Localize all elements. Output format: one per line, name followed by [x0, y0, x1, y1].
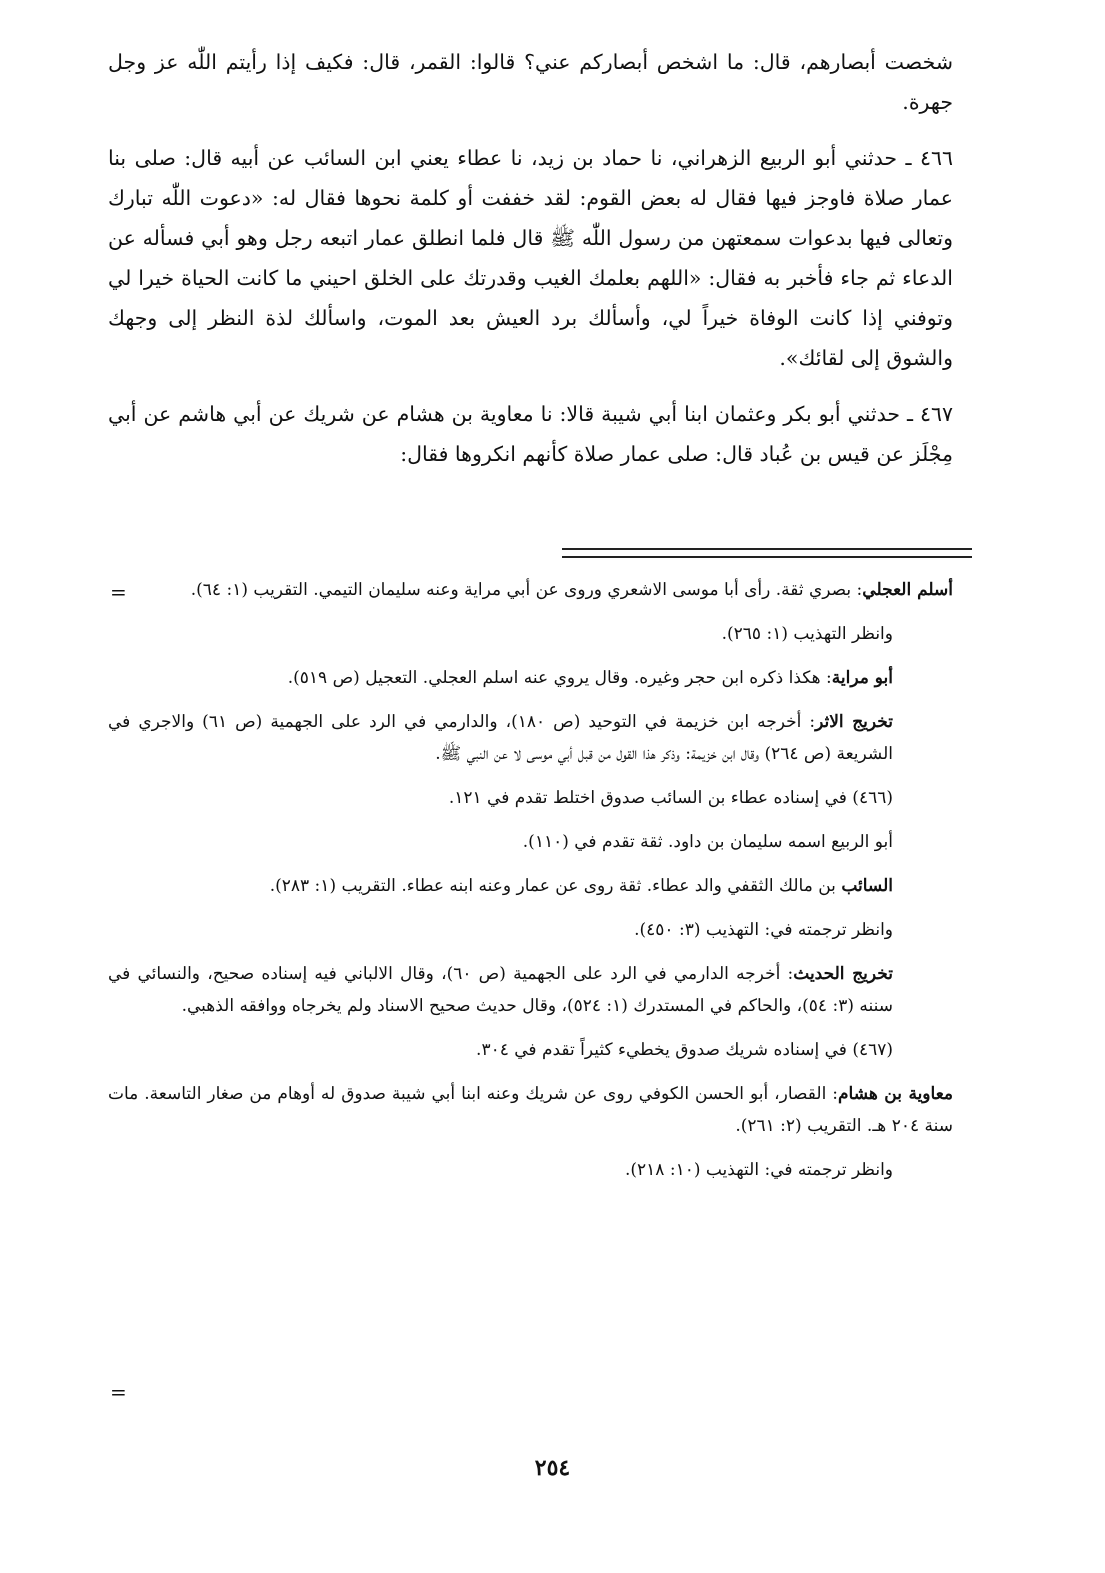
continuation-mark-top: = [110, 580, 127, 604]
footnote [108, 958, 953, 1022]
footnote [108, 662, 953, 694]
footnote [108, 574, 953, 606]
footnote-heading: تخريج الاثر [815, 712, 893, 732]
footnote-heading: تخريج الحديث [793, 964, 893, 984]
footnote [108, 1078, 953, 1142]
footnote [108, 706, 953, 770]
footnote-text: (٤٦٧) في إسناده شريك صدوق يخطيء كثيراً تقدم في ٣٠٤. [476, 1040, 893, 1060]
footnote [108, 1154, 953, 1186]
footnote-heading: معاوية بن هشام [838, 1084, 953, 1104]
footnote-text: : أخرجه ابن خزيمة في التوحيد (ص ١٨٠)، والدارمي في الرد على الجهمية (ص ٦١) والاجري في الشريعة (ص ٢٦٤) وقال ابن خزيمة: وذكر هذا القول من قبل أبي موسى لا عن النبي ﷺ. [108, 712, 893, 764]
footnote-text: أبو الربيع اسمه سليمان بن داود. ثقة تقدم في (١١٠). [522, 832, 893, 852]
footnote-heading: السائب [841, 876, 893, 896]
footnote-text: وانظر التهذيب (١: ٢٦٥). [721, 624, 893, 644]
footnotes [108, 574, 953, 1198]
footnote-text: : هكذا ذكره ابن حجر وغيره. وقال يروي عنه اسلم العجلي. التعجيل (ص ٥١٩). [287, 668, 832, 688]
footnote-text: : أخرجه الدارمي في الرد على الجهمية (ص ٦٠)، وقال الالباني فيه إسناده صحيح، والنسائي في سننه (٣: ٥٤)، والحاكم في المستدرك (١: ٥٢٤)، وقال حديث صحيح الاسناد ولم يخرجاه ووافقه الذهبي. [108, 964, 893, 1016]
footnote [108, 914, 953, 946]
footnote-text: بن مالك الثقفي والد عطاء. ثقة روى عن عمار وعنه ابنه عطاء. التقريب (١: ٢٨٣). [269, 876, 842, 896]
footnote [108, 782, 953, 814]
footnote-text: وانظر ترجمته في: التهذيب (٣: ٤٥٠). [634, 920, 893, 940]
footnote-separator-bottom [562, 556, 972, 558]
footnote [108, 870, 953, 902]
footnote [108, 618, 953, 650]
footnote [108, 826, 953, 858]
footnote-separator-top [562, 548, 972, 550]
footnote-text: : القصار، أبو الحسن الكوفي روى عن شريك وعنه ابنا أبي شيبة صدوق له أوهام من صغار التاسعة. مات سنة ٢٠٤ هـ. التقريب (٢: ٢٦١). [108, 1084, 953, 1136]
continuation-mark-bottom: = [110, 1380, 127, 1404]
footnote-heading: أبو مراية [831, 668, 893, 688]
hadith-467: ٤٦٧ ـ حدثني أبو بكر وعثمان ابنا أبي شيبة قالا: نا معاوية بن هشام عن شريك عن أبي هاشم عن أبي مِجْلَز عن قيس بن عُباد قال: صلى عمار صلاة كأنهم انكروها فقال: [108, 402, 953, 466]
footnote-text: (٤٦٦) في إسناده عطاء بن السائب صدوق اختلط تقدم في ١٢١. [448, 788, 893, 808]
footnote-text: وانظر ترجمته في: التهذيب (١٠: ٢١٨). [624, 1160, 893, 1180]
main-text [108, 42, 953, 474]
hadith-466: ٤٦٦ ـ حدثني أبو الربيع الزهراني، نا حماد بن زيد، نا عطاء يعني ابن السائب عن أبيه قال: صلى بنا عمار صلاة فاوجز فيها فقال له بعض القوم: لقد خففت أو كلمة نحوها فقال له: «دعوت اللّٰه تبارك وتعالى فيها بدعوات سمعتهن من رسول اللّٰه ﷺ قال فلما انطلق عمار اتبعه رجل وهو أبي فسأله عن الدعاء ثم جاء فأخبر به فقال: «اللهم بعلمك الغيب وقدرتك على الخلق احيني ما كانت الحياة خيرا لي وتوفني إذا كانت الوفاة خيراً لي، وأسألك برد العيش بعد الموت، واسألك لذة النظر إلى وجهك والشوق إلى لقائك». [108, 146, 953, 370]
footnote-heading: أسلم العجلي [862, 580, 953, 600]
main-paragraph: شخصت أبصارهم، قال: ما اشخص أبصاركم عني؟ قالوا: القمر، قال: فكيف إذا رأيتم اللّٰه عز وجل جهرة. [108, 50, 953, 114]
footnote-text: : بصري ثقة. رأى أبا موسى الاشعري وروى عن أبي مراية وعنه سليمان التيمي. التقريب (١: ٦٤). [190, 580, 863, 600]
page-number: ٢٥٤ [534, 1455, 571, 1481]
footnote [108, 1034, 953, 1066]
